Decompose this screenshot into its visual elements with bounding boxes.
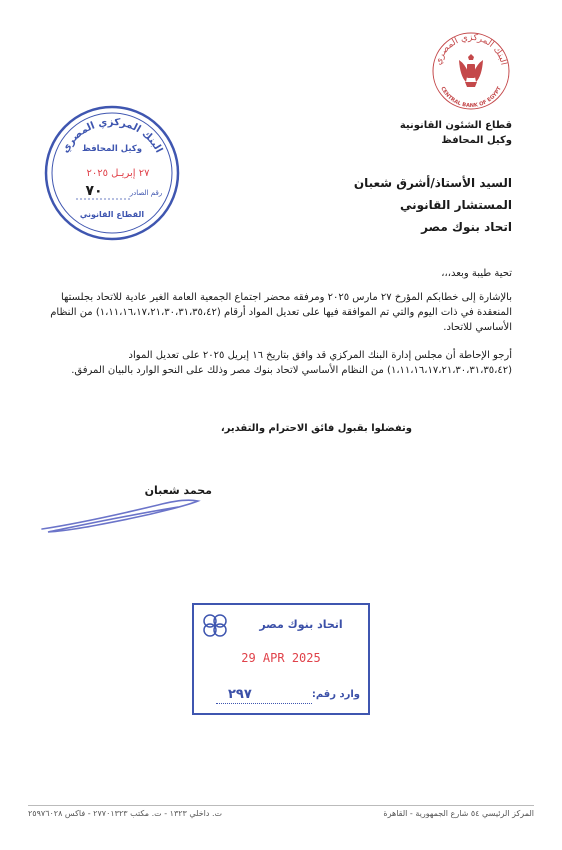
body-paragraph-1: بالإشارة إلى خطابكم المؤرخ ٢٧ مارس ٢٠٢٥ ومرفقه محضر اجتماع الجمعية العامة الغير عادية للاتحاد بجلستها المنعقدة في ذات اليوم والتي تم الموافقة فيها على تعديل المواد أرقام (١،١١،١٦،١٧،٢١،٣٠،٣١،٣٥،٤٢) من النظام الأساسي للاتحاد. bbox=[50, 292, 512, 333]
greeting: تحية طيبة وبعد،،، bbox=[441, 268, 512, 279]
signer-name: محمد شعبان bbox=[144, 484, 212, 497]
stamp-bottom-text: القطاع القانوني bbox=[79, 210, 145, 219]
stamp-bank-name: البنك المركزي المصري bbox=[59, 116, 165, 155]
received-stamp-union: اتحاد بنوك مصر bbox=[259, 618, 343, 631]
addressee-organization: اتحاد بنوك مصر bbox=[421, 220, 512, 234]
footer-divider bbox=[28, 805, 534, 806]
svg-text:CENTRAL BANK OF EGYPT bbox=[439, 85, 503, 109]
logo-arabic-name: البنك المركزي المصري bbox=[433, 32, 509, 67]
addressee-name: السيد الأستاذ/أشرق شعبان bbox=[353, 176, 512, 190]
outgoing-stamp bbox=[42, 103, 182, 243]
union-logo-icon bbox=[200, 611, 230, 639]
handwritten-signature bbox=[38, 495, 203, 537]
addressee-title: المستشار القانوني bbox=[399, 198, 512, 212]
footer-phones: ت. داخلي ١٣٢٣ - ت. مكتب ٢٧٧٠١٣٢٣ - فاكس ٢٥٩٧٦٠٢٨ bbox=[28, 809, 223, 818]
body-paragraph-2: أرجو الإحاطة أن مجلس إدارة البنك المركزي قد وافق بتاريخ ١٦ إبريل ٢٠٢٥ على تعديل المواد (١،١١،١٦،١٧،٢١،٣٠،٣١،٣٥،٤٢) من النظام الأساسي لاتحاد بنوك مصر وذلك على النحو الوارد بالبيان المرفق. bbox=[71, 350, 512, 376]
stamp-issue-number: ٧٠ bbox=[85, 183, 103, 199]
received-stamp bbox=[192, 603, 370, 715]
central-bank-logo bbox=[430, 30, 512, 112]
received-date: 29 APR 2025 bbox=[241, 651, 321, 665]
department-name: قطاع الشئون القانونية bbox=[399, 120, 512, 131]
department-subtitle: وكيل المحافظ bbox=[441, 135, 512, 146]
svg-text:البنك المركزي المصري bbox=[434, 33, 509, 66]
footer-address: المركز الرئيسي ٥٤ شارع الجمهورية - القاهرة bbox=[383, 809, 534, 818]
received-number: ٢٩٧ bbox=[228, 687, 252, 702]
stamp-subtitle: وكيل المحافظ bbox=[81, 144, 143, 154]
stamp-date: ٢٧ إبريـل ٢٠٢٥ bbox=[86, 168, 150, 179]
received-number-line bbox=[216, 703, 312, 704]
closing-line: وتفضلوا بقبول فائق الاحترام والتقدير، bbox=[220, 423, 412, 434]
received-number-label: وارد رقم: bbox=[311, 689, 360, 700]
stamp-issue-label: رقم الصادر bbox=[129, 189, 163, 197]
eagle-emblem-icon bbox=[459, 54, 483, 87]
logo-english-name: CENTRAL BANK OF EGYPT bbox=[439, 85, 503, 110]
